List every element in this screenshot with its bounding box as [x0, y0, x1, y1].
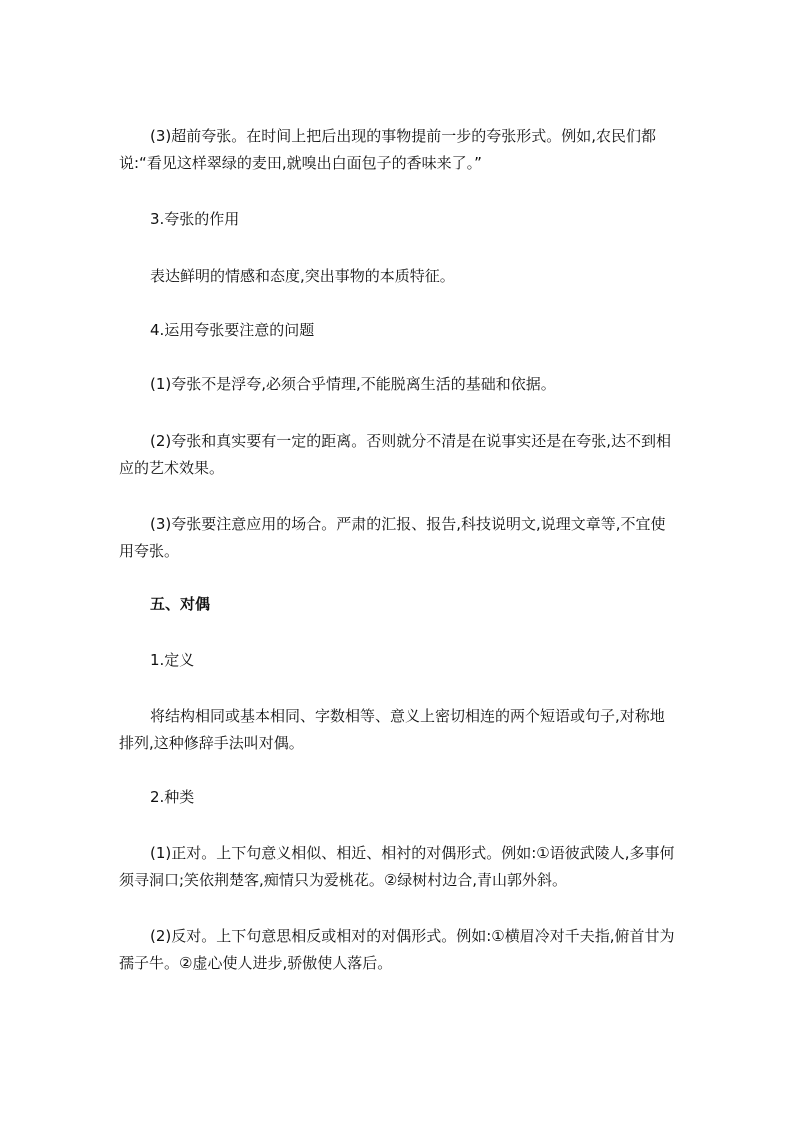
section-heading-antithesis: 五、对偶: [150, 595, 211, 613]
paragraph-note-3: (3)夸张要注意应用的场合。严肃的汇报、报告,科技说明文,说理文章等,不宜使用夸张。: [119, 515, 666, 560]
paragraph-definition: 将结构相同或基本相同、字数相等、意义上密切相连的两个短语或句子,对称地排列,这种修辞手法叫对偶。: [119, 707, 665, 752]
paragraph-note-1: (1)夸张不是浮夸,必须合乎情理,不能脱离生活的基础和依据。: [150, 375, 556, 393]
heading-exaggeration-function: 3.夸张的作用: [150, 210, 240, 228]
paragraph-type-1: (1)正对。上下句意义相似、相近、相衬的对偶形式。例如:①语彼武陵人,多事何须寻洞口;笑依荆楚客,痴情只为爱桃花。②绿树村边合,青山郭外斜。: [119, 844, 675, 889]
paragraph-note-2: (2)夸张和真实要有一定的距离。否则就分不清是在说事实还是在夸张,达不到相应的艺术效果。: [119, 432, 672, 477]
heading-types: 2.种类: [150, 788, 195, 806]
paragraph-exaggeration-function: 表达鲜明的情感和态度,突出事物的本质特征。: [150, 267, 455, 285]
heading-definition: 1.定义: [150, 651, 195, 669]
paragraph-advance-exaggeration: (3)超前夸张。在时间上把后出现的事物提前一步的夸张形式。例如,农民们都说:“看见这样翠绿的麦田,就嗅出白面包子的香味来了。”: [119, 127, 657, 172]
heading-exaggeration-notes: 4.运用夸张要注意的问题: [150, 321, 315, 339]
paragraph-type-2: (2)反对。上下句意思相反或相对的对偶形式。例如:①横眉冷对千夫指,俯首甘为孺子牛。②虚心使人进步,骄傲使人落后。: [119, 927, 675, 972]
